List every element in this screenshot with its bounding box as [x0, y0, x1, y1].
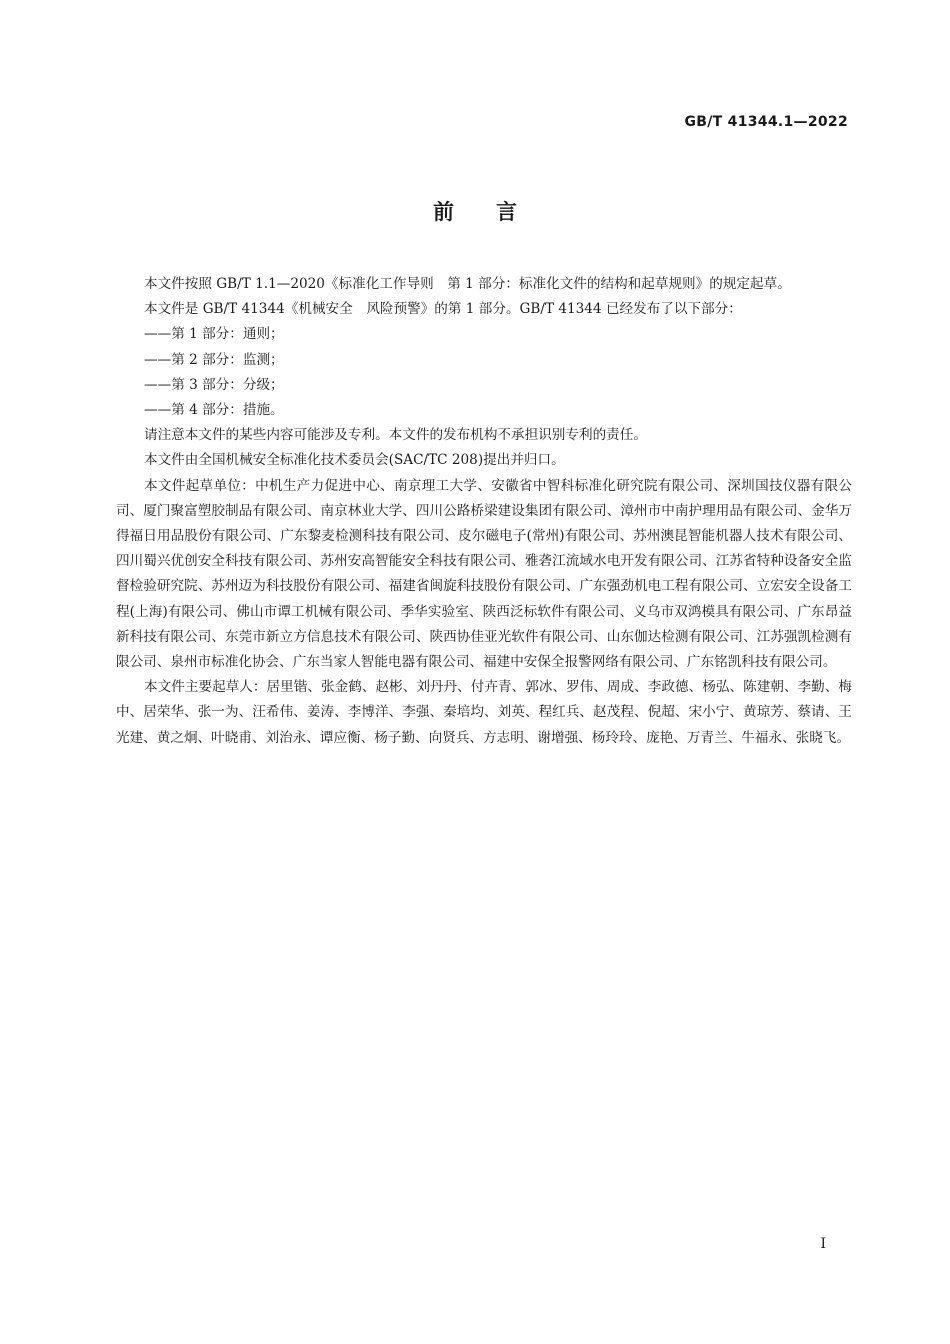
drafters-paragraph: 本文件主要起草人：居里锴、张金鹤、赵彬、刘丹丹、付卉青、郭冰、罗伟、周成、李政德、杨弘、陈建朝、李勤、梅中、居荣华、张一为、汪希伟、姜涛、李博洋、李强、秦培均、刘英、程红兵、赵茂程、倪超、宋小宁、黄琼芳、蔡请、王光建、黄之炯、叶晓甫、刘治永、谭应衡、杨子勤、向贤兵、方志明、谢增强、杨玲玲、庞艳、万青兰、牛福永、张晓飞。	[116, 679, 852, 746]
part-list-item: ——第 3 部分：分级；	[144, 376, 284, 393]
part-list-item: ——第 2 部分：监测；	[144, 351, 284, 368]
part-list-item: ——第 4 部分：措施。	[144, 402, 284, 419]
foreword-body	[116, 272, 852, 751]
committee-paragraph: 本文件由全国机械安全标准化技术委员会(SAC/TC 208)提出并归口。	[144, 452, 565, 469]
page-title: 前言	[433, 200, 559, 224]
page-number: I	[820, 1236, 826, 1252]
part-list-item: ——第 1 部分：通则；	[144, 326, 284, 343]
series-paragraph: 本文件是 GB/T 41344《机械安全 风险预警》的第 1 部分。GB/T 41344 已经发布了以下部分：	[144, 301, 742, 318]
drafting-rules-paragraph: 本文件按照 GB/T 1.1—2020《标准化工作导则 第 1 部分：标准化文件的结构和起草规则》的规定起草。	[144, 276, 791, 292]
patent-notice-paragraph: 请注意本文件的某些内容可能涉及专利。本文件的发布机构不承担识别专利的责任。	[144, 427, 647, 444]
standard-number: GB/T 41344.1—2022	[684, 114, 848, 130]
drafting-units-paragraph: 本文件起草单位：中机生产力促进中心、南京理工大学、安徽省中智科标准化研究院有限公司、深圳国技仪器有限公司、厦门聚富塑胶制品有限公司、南京林业大学、四川公路桥梁建设集团有限公司、漳州市中南护理用品有限公司、金华万得福日用品股份有限公司、广东黎麦检测科技有限公司、皮尔磁电子(常州)有限公司、苏州澳昆智能机器人技术有限公司、四川蜀兴优创安全科技有限公司、苏州安高智能安全科技有限公司、雅砻江流域水电开发有限公司、江苏省特种设备安全监督检验研究院、苏州迈为科技股份有限公司、福建省闽旋科技股份有限公司、广东强劲机电工程有限公司、立宏安全设备工程(上海)有限公司、佛山市谭工机械有限公司、季华实验室、陕西泛标软件有限公司、义乌市双鸿模具有限公司、广东昂益新科技有限公司、东莞市新立方信息技术有限公司、陕西协佳亚光软件有限公司、山东伽达检测有限公司、江苏强凯检测有限公司、泉州市标准化协会、广东当家人智能电器有限公司、福建中安保全报警网络有限公司、广东铭凯科技有限公司。	[116, 477, 852, 671]
